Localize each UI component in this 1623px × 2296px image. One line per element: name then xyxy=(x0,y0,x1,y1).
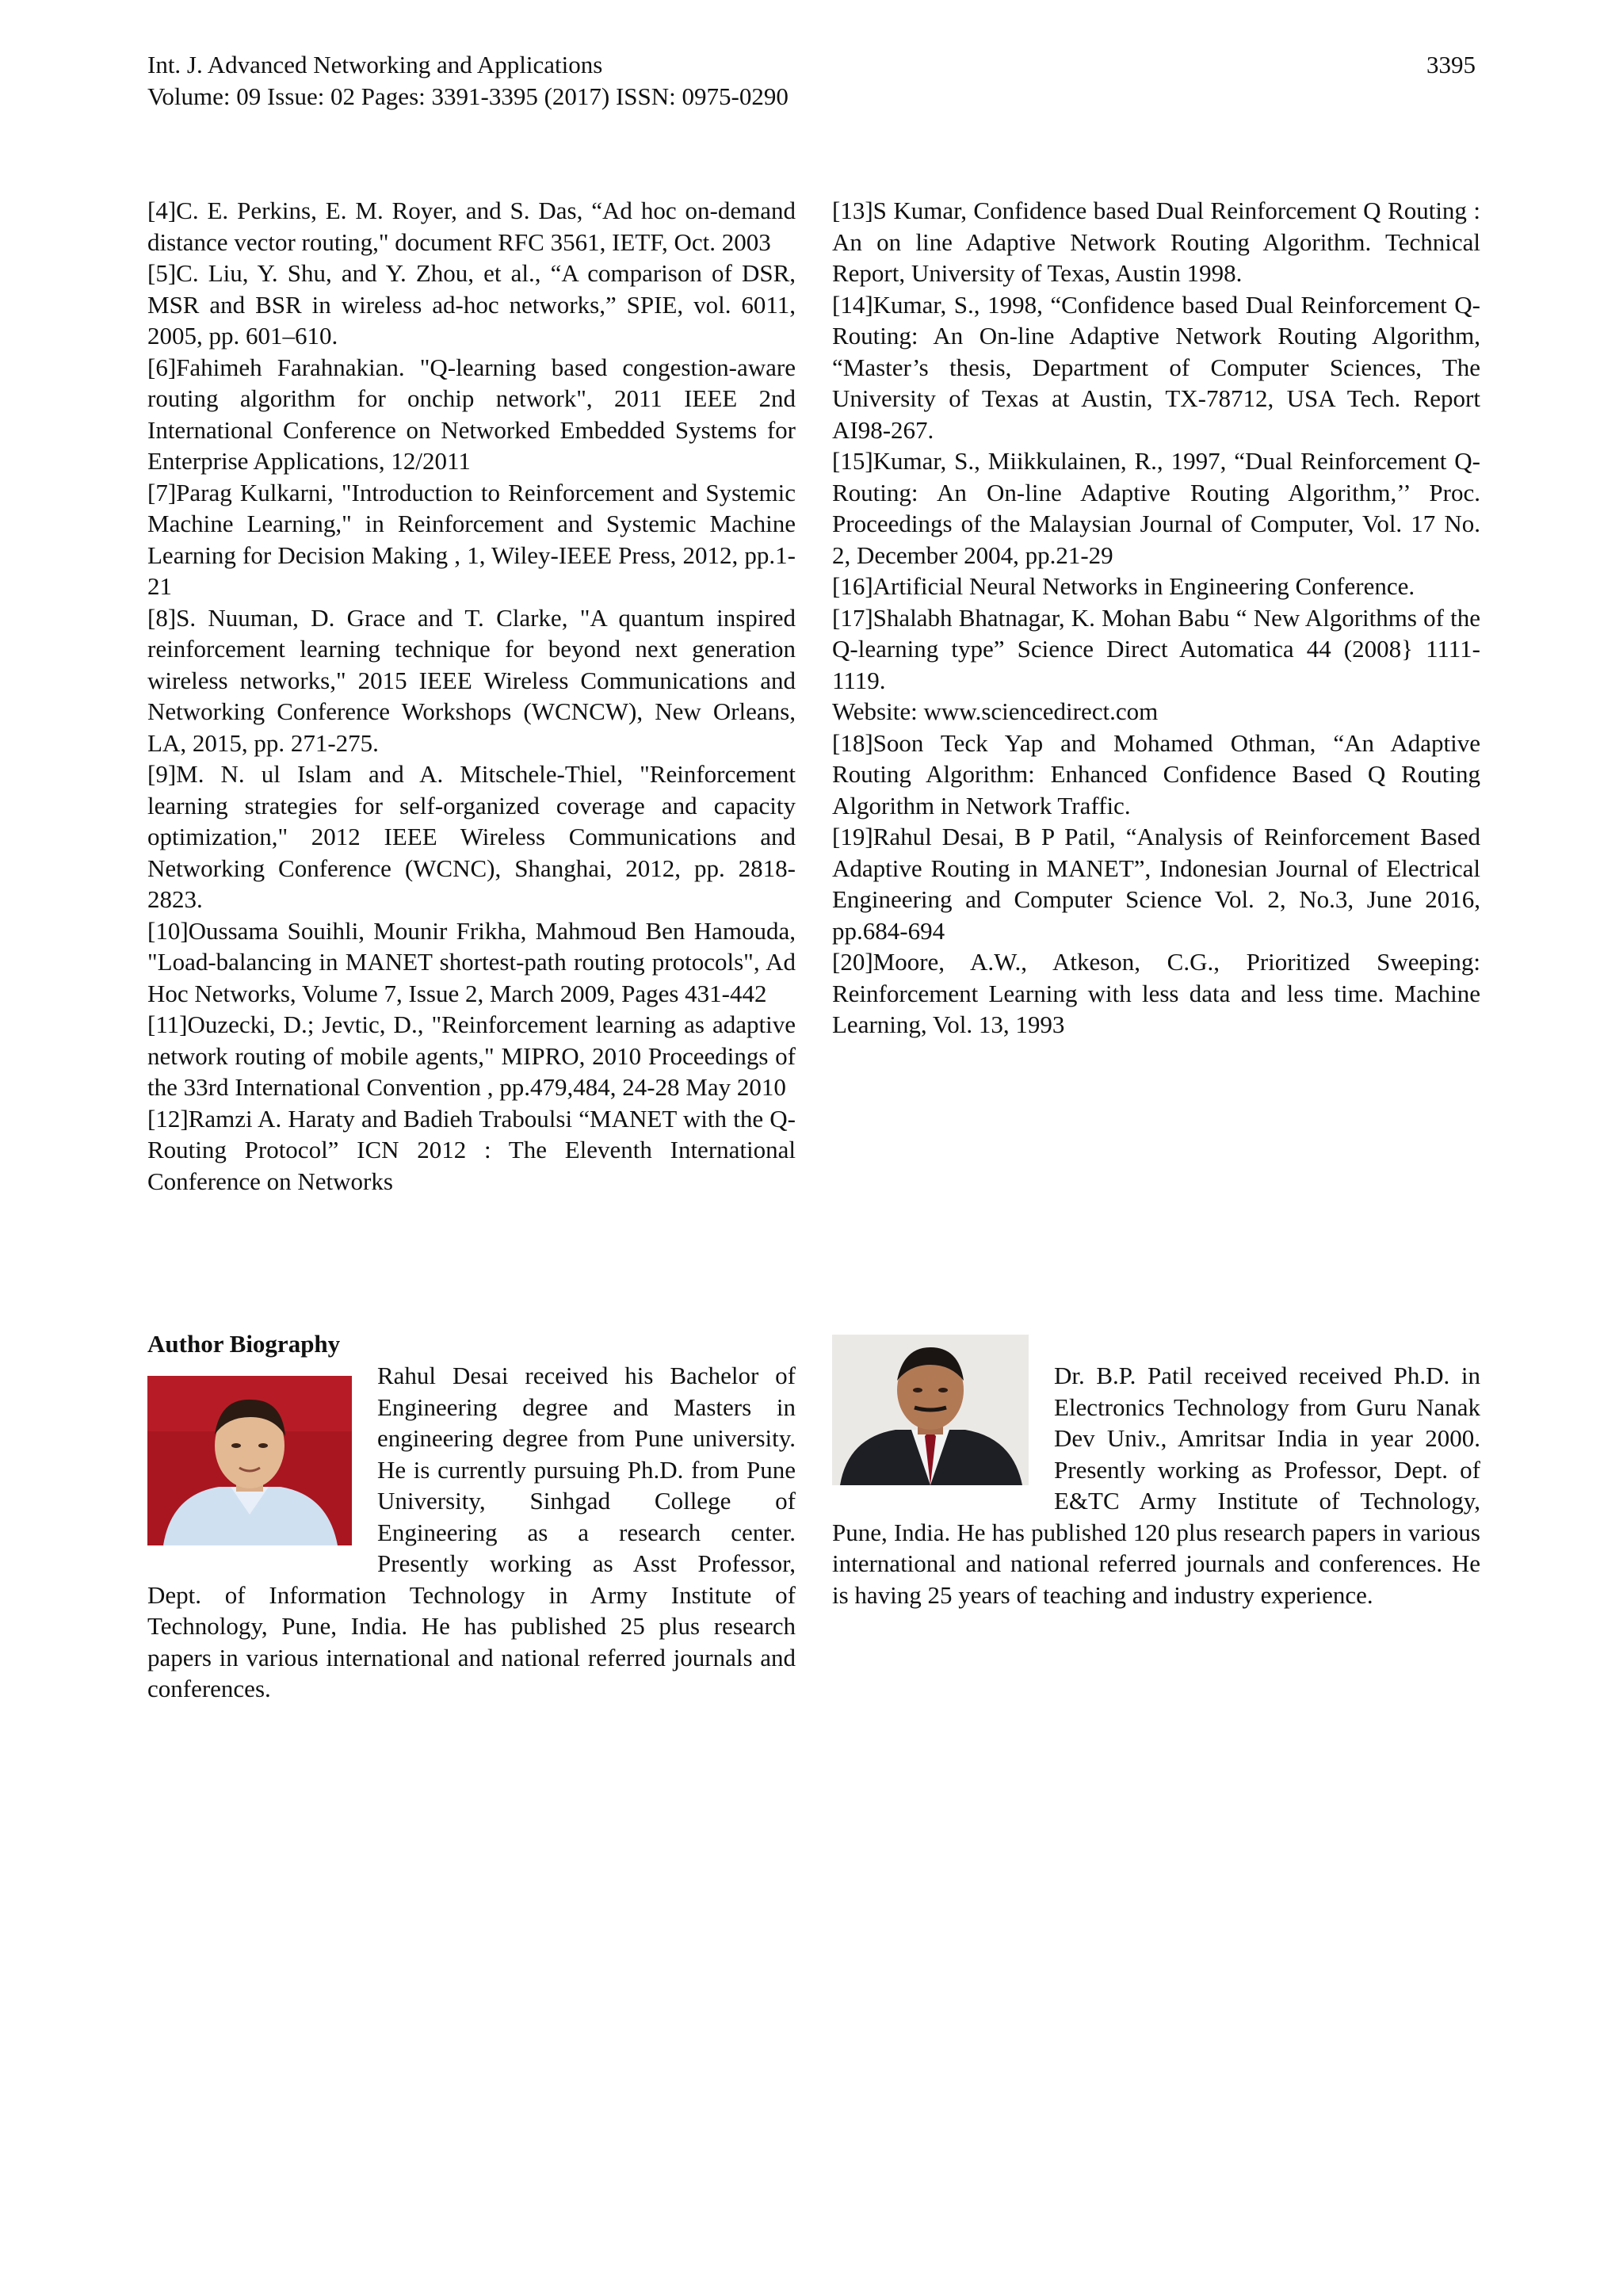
reference-item: [17]Shalabh Bhatnagar, K. Mohan Babu “ New Algorithms of the Q-learning type” Science Direct Automatica 44 (2008} 1111-1119. xyxy=(832,603,1480,694)
reference-item: [9]M. N. ul Islam and A. Mitschele-Thiel, "Reinforcement learning strategies for self-organized coverage and capacity optimization," 2012 IEEE Wireless Communications and Networking Conference (WCNC), Shanghai, 2012, pp. 2818-2823. xyxy=(147,760,796,913)
volume-info: Volume: 09 Issue: 02 Pages: 3391-3395 (2017) ISSN: 0975-0290 xyxy=(147,82,789,110)
reference-item: [11]Ouzecki, D.; Jevtic, D., "Reinforcement learning as adaptive network routing of mobile agents," MIPRO, 2010 Proceedings of the 33rd International Convention , pp.479,484, 24-28 May 2010 xyxy=(147,1010,796,1101)
author-bio-text: Rahul Desai received his Bachelor of Engineering degree and Masters in engineering degree from Pune university. He is currently pursuing Ph.D. from Pune University, Sinhgad College of Engineering as a research center. Presently working as Asst Professor, Dept. of Information Technology in Army Institute of Technology, Pune, India. He has published 25 plus research papers in various international and national referred journals and conferences. xyxy=(147,1362,796,1702)
reference-item: [6]Fahimeh Farahnakian. "Q-learning based congestion-aware routing algorithm for onchip network", 2011 IEEE 2nd International Conference on Networked Embedded Systems for Enterprise Applications, 12/2011 xyxy=(147,353,796,475)
reference-item: [19]Rahul Desai, B P Patil, “Analysis of Reinforcement Based Adaptive Routing in MANET”, Indonesian Journal of Electrical Engineering and Computer Science Vol. 2, No.3, June 2016, pp.684-694 xyxy=(832,823,1480,945)
author-bio-desai xyxy=(147,1360,796,1705)
references-right-column xyxy=(832,195,1480,1041)
reference-item: [10]Oussama Souihli, Mounir Frikha, Mahmoud Ben Hamouda, "Load-balancing in MANET shortest-path routing protocols", Ad Hoc Networks, Volume 7, Issue 2, March 2009, Pages 431-442 xyxy=(147,916,796,1007)
reference-item: [16]Artificial Neural Networks in Engineering Conference. xyxy=(832,572,1415,600)
reference-item: [8]S. Nuuman, D. Grace and T. Clarke, "A quantum inspired reinforcement learning technique for beyond next generation wireless networks," 2015 IEEE Wireless Communications and Networking Conference Workshops (WCNCW), New Orleans, LA, 2015, pp. 271-275. xyxy=(147,603,796,757)
reference-item: Website: www.sciencedirect.com xyxy=(832,697,1159,725)
reference-item: [12]Ramzi A. Haraty and Badieh Traboulsi “MANET with the Q-Routing Protocol” ICN 2012 : The Eleventh International Conference on Networks xyxy=(147,1104,796,1195)
reference-item: [5]C. Liu, Y. Shu, and Y. Zhou, et al., “A comparison of DSR, MSR and BSR in wireless ad-hoc networks,” SPIE, vol. 6011, 2005, pp. 601–610. xyxy=(147,259,796,350)
reference-item: [7]Parag Kulkarni, "Introduction to Reinforcement and Systemic Machine Learning," in Reinforcement and Systemic Machine Learning for Decision Making , 1, Wiley-IEEE Press, 2012, pp.1-21 xyxy=(147,478,796,600)
reference-item: [4]C. E. Perkins, E. M. Royer, and S. Das, “Ad hoc on-demand distance vector routing," document RFC 3561, IETF, Oct. 2003 xyxy=(147,197,796,256)
reference-item: [13]S Kumar, Confidence based Dual Reinforcement Q Routing : An on line Adaptive Network Routing Algorithm. Technical Report, University of Texas, Austin 1998. xyxy=(832,197,1480,287)
journal-title: Int. J. Advanced Networking and Applications xyxy=(147,51,603,78)
reference-item: [18]Soon Teck Yap and Mohamed Othman, “An Adaptive Routing Algorithm: Enhanced Confidence Based Q Routing Algorithm in Network Traffic. xyxy=(832,728,1480,819)
author-bio-patil xyxy=(832,1360,1480,1610)
author-photo xyxy=(832,1335,1029,1485)
author-bio-text: Dr. B.P. Patil received received Ph.D. in Electronics Technology from Guru Nanak Dev Univ., Amritsar India in year 2000. Presently working as Professor, Dept. of E&TC Army Institute of Technology, Pune, India. He has published 120 plus research papers in various international and national referred journals and conferences. He is having 25 years of teaching and industry experience. xyxy=(832,1362,1480,1609)
reference-item: [14]Kumar, S., 1998, “Confidence based Dual Reinforcement Q-Routing: An On-line Adaptive Network Routing Algorithm, “Master’s thesis, Department of Computer Sciences, The University of Texas at Austin, TX-78712, USA Tech. Report AI98-267. xyxy=(832,290,1480,444)
page-number: 3395 xyxy=(1426,51,1476,78)
running-header xyxy=(147,49,789,113)
reference-item: [15]Kumar, S., Miikkulainen, R., 1997, “Dual Reinforcement Q-Routing: An On-line Adaptive Routing Algorithm,’’ Proc. Proceedings of the Malaysian Journal of Computer, Vol. 17 No. 2, December 2004, pp.21-29 xyxy=(832,447,1480,569)
author-biography-heading: Author Biography xyxy=(147,1330,341,1358)
author-photo xyxy=(147,1376,352,1545)
reference-item: [20]Moore, A.W., Atkeson, C.G., Prioritized Sweeping: Reinforcement Learning with less data and less time. Machine Learning, Vol. 13, 1993 xyxy=(832,948,1480,1038)
references-left-column xyxy=(147,195,796,1197)
